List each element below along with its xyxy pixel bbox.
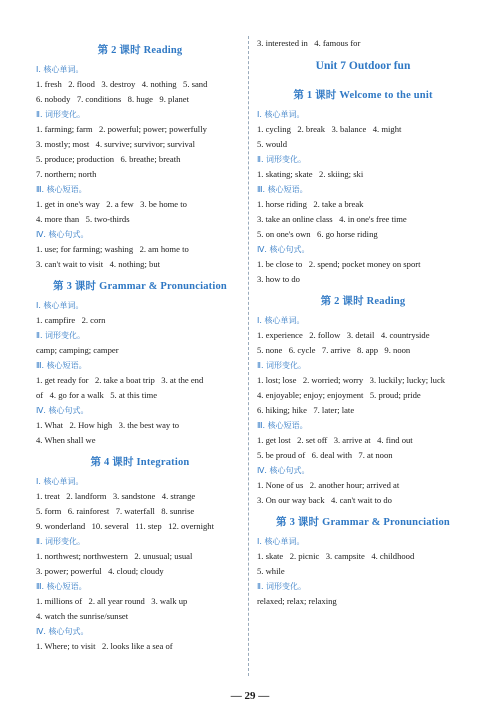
- answer-line: of 4. go for a walk 5. at this time: [36, 390, 158, 401]
- section-label-row: [257, 534, 469, 549]
- section-label: Ⅳ. 核心句式。: [36, 406, 89, 415]
- answer-line-row: [36, 609, 244, 624]
- answer-line-row: [36, 433, 244, 448]
- answer-line: 1. treat 2. landform 3. sandstone 4. strange: [36, 491, 196, 502]
- right-column: [257, 36, 469, 609]
- section-label-row: [257, 107, 469, 122]
- answer-line-row: [257, 549, 469, 564]
- lesson-heading-row: [257, 287, 469, 313]
- answer-line-row: [36, 313, 244, 328]
- answer-line-row: [257, 564, 469, 579]
- answer-line: 4. more than 5. two-thirds: [36, 214, 130, 225]
- section-label: Ⅲ. 核心短语。: [36, 582, 87, 591]
- answer-line: relaxed; relax; relaxing: [257, 596, 337, 607]
- answer-line-row: [36, 343, 244, 358]
- left-column: [36, 36, 244, 654]
- section-label: Ⅲ. 核心短语。: [36, 361, 87, 370]
- answer-line-row: [36, 388, 244, 403]
- answer-line-row: [257, 197, 469, 212]
- section-label: Ⅲ. 核心短语。: [257, 185, 308, 194]
- answer-line: 3. power; powerful 4. cloud; cloudy: [36, 566, 164, 577]
- column-divider: [248, 36, 249, 676]
- answer-line-row: [257, 257, 469, 272]
- section-label: Ⅰ. 核心单词。: [257, 316, 305, 325]
- answer-line: 5. form 6. rainforest 7. waterfall 8. sunrise: [36, 506, 195, 517]
- answer-line: 1. experience 2. follow 3. detail 4. countryside: [257, 330, 430, 341]
- section-label-row: [36, 328, 244, 343]
- section-label-row: [257, 182, 469, 197]
- answer-line: 9. wonderland 10. several 11. step 12. overnight: [36, 521, 214, 532]
- answer-line-row: [36, 152, 244, 167]
- answer-line: 6. hiking; hike 7. later; late: [257, 405, 355, 416]
- section-label-row: [36, 62, 244, 77]
- answer-line-row: [257, 167, 469, 182]
- section-label: Ⅱ. 词形变化。: [36, 537, 86, 546]
- answer-line-row: [257, 478, 469, 493]
- section-label-row: [257, 463, 469, 478]
- section-label-row: [257, 579, 469, 594]
- answer-line-row: [257, 493, 469, 508]
- answer-line: 7. northern; north: [36, 169, 97, 180]
- section-label-row: [36, 182, 244, 197]
- section-label-row: [36, 624, 244, 639]
- answer-line: camp; camping; camper: [36, 345, 119, 356]
- section-label: Ⅱ. 词形变化。: [36, 110, 86, 119]
- answer-line-row: [36, 212, 244, 227]
- answer-line: 1. use; for farming; washing 2. am home to: [36, 244, 189, 255]
- lesson-heading: 第 2 课时 Reading: [97, 44, 183, 56]
- unit-heading-row: [257, 51, 469, 81]
- section-label: Ⅲ. 核心短语。: [36, 185, 87, 194]
- section-label: Ⅰ. 核心单词。: [36, 301, 84, 310]
- section-label-row: [36, 358, 244, 373]
- lesson-heading-row: [36, 272, 244, 298]
- answer-line-row: [257, 328, 469, 343]
- answer-line: 4. When shall we: [36, 435, 96, 446]
- answer-line-row: [36, 519, 244, 534]
- answer-line: 1. skating; skate 2. skiing; ski: [257, 169, 364, 180]
- section-label: Ⅱ. 词形变化。: [257, 361, 307, 370]
- section-label-row: [36, 227, 244, 242]
- section-label: Ⅰ. 核心单词。: [36, 65, 84, 74]
- section-label: Ⅰ. 核心单词。: [257, 110, 305, 119]
- answer-line-row: [36, 167, 244, 182]
- section-label: Ⅳ. 核心句式。: [36, 230, 89, 239]
- answer-line: 5. be proud of 6. deal with 7. at noon: [257, 450, 393, 461]
- section-label-row: [36, 403, 244, 418]
- lesson-heading-row: [36, 36, 244, 62]
- answer-line-row: [257, 227, 469, 242]
- answer-line-row: [257, 343, 469, 358]
- answer-line-row: [36, 197, 244, 212]
- section-label-row: [36, 298, 244, 313]
- lesson-heading: 第 4 课时 Integration: [90, 456, 190, 468]
- answer-line: 1. cycling 2. break 3. balance 4. might: [257, 124, 402, 135]
- section-label: Ⅱ. 词形变化。: [257, 582, 307, 591]
- answer-line: 1. millions of 2. all year round 3. walk up: [36, 596, 188, 607]
- section-label: Ⅱ. 词形变化。: [257, 155, 307, 164]
- answer-line: 1. What 2. How high 3. the best way to: [36, 420, 180, 431]
- answer-line-row: [257, 212, 469, 227]
- answer-line-row: [36, 594, 244, 609]
- answer-line: 5. produce; production 6. breathe; breath: [36, 154, 181, 165]
- answer-line-row: [36, 489, 244, 504]
- lesson-heading-row: [257, 508, 469, 534]
- answer-line: 1. get ready for 2. take a boat trip 3. at the end: [36, 375, 204, 386]
- answer-line: 1. fresh 2. flood 3. destroy 4. nothing 5. sand: [36, 79, 208, 90]
- answer-line: 6. nobody 7. conditions 8. huge 9. planet: [36, 94, 190, 105]
- answer-line: 3. can't wait to visit 4. nothing; but: [36, 259, 161, 270]
- lesson-heading-row: [257, 81, 469, 107]
- answer-line-row: [36, 242, 244, 257]
- answer-line: 3. take an online class 4. in one's free time: [257, 214, 407, 225]
- section-label-row: [257, 242, 469, 257]
- answer-line-row: [36, 418, 244, 433]
- answer-line-row: [36, 504, 244, 519]
- answer-line: 1. horse riding 2. take a break: [257, 199, 364, 210]
- section-label: Ⅳ. 核心句式。: [36, 627, 89, 636]
- answer-line-row: [36, 257, 244, 272]
- unit-heading: Unit 7 Outdoor fun: [315, 60, 411, 72]
- answer-line: 4. enjoyable; enjoy; enjoyment 5. proud; pride: [257, 390, 421, 401]
- section-label: Ⅰ. 核心单词。: [257, 537, 305, 546]
- answer-line: 1. northwest; northwestern 2. unusual; usual: [36, 551, 193, 562]
- section-label-row: [36, 474, 244, 489]
- answer-line-row: [36, 639, 244, 654]
- answer-line: 3. On our way back 4. can't wait to do: [257, 495, 392, 506]
- answer-line: 1. None of us 2. another hour; arrived at: [257, 480, 400, 491]
- answer-line-row: [257, 122, 469, 137]
- section-label-row: [257, 358, 469, 373]
- answer-line-row: [36, 137, 244, 152]
- answer-line: 1. lost; lose 2. worried; worry 3. luckily; lucky; luck: [257, 375, 446, 386]
- answer-line-row: [257, 403, 469, 418]
- answer-line-row: [257, 137, 469, 152]
- answer-line: 1. farming; farm 2. powerful; power; powerfully: [36, 124, 207, 135]
- lesson-heading: 第 3 课时 Grammar & Pronunciation: [53, 280, 227, 292]
- page-number: — 29 —: [230, 690, 270, 702]
- answer-line: 3. mostly; most 4. survive; survivor; survival: [36, 139, 195, 150]
- answer-line-row: [36, 77, 244, 92]
- answer-line: 5. while: [257, 566, 285, 577]
- answer-line: 1. campfire 2. corn: [36, 315, 106, 326]
- answer-line-row: [257, 36, 469, 51]
- section-label: Ⅱ. 词形变化。: [36, 331, 86, 340]
- answer-line-row: [257, 433, 469, 448]
- section-label: Ⅳ. 核心句式。: [257, 466, 310, 475]
- answer-line: 4. watch the sunrise/sunset: [36, 611, 129, 622]
- answer-line: 1. Where; to visit 2. looks like a sea of: [36, 641, 173, 652]
- answer-line-row: [36, 564, 244, 579]
- lesson-heading: 第 3 课时 Grammar & Pronunciation: [276, 516, 450, 528]
- answer-line-row: [257, 594, 469, 609]
- answer-line: 5. none 6. cycle 7. arrive 8. app 9. noon: [257, 345, 411, 356]
- answer-line-row: [257, 272, 469, 287]
- section-label-row: [36, 579, 244, 594]
- lesson-heading: 第 2 课时 Reading: [320, 295, 406, 307]
- answer-line: 5. on one's own 6. go horse riding: [257, 229, 378, 240]
- section-label-row: [36, 107, 244, 122]
- answer-line: 1. be close to 2. spend; pocket money on sport: [257, 259, 421, 270]
- section-label: Ⅰ. 核心单词。: [36, 477, 84, 486]
- answer-line: 3. how to do: [257, 274, 300, 285]
- section-label-row: [257, 152, 469, 167]
- lesson-heading: 第 1 课时 Welcome to the unit: [293, 89, 433, 101]
- answer-line: 1. get in one's way 2. a few 3. be home to: [36, 199, 187, 210]
- answer-line: 1. get lost 2. set off 3. arrive at 4. find out: [257, 435, 413, 446]
- answer-line: 3. interested in 4. famous for: [257, 38, 361, 49]
- section-label: Ⅲ. 核心短语。: [257, 421, 308, 430]
- answer-line-row: [257, 448, 469, 463]
- section-label: Ⅳ. 核心句式。: [257, 245, 310, 254]
- answer-line-row: [36, 373, 244, 388]
- answer-line-row: [257, 388, 469, 403]
- answer-line: 1. skate 2. picnic 3. campsite 4. childhood: [257, 551, 415, 562]
- answer-line-row: [36, 122, 244, 137]
- section-label-row: [257, 418, 469, 433]
- section-label-row: [36, 534, 244, 549]
- answer-line-row: [36, 549, 244, 564]
- lesson-heading-row: [36, 448, 244, 474]
- answer-line-row: [36, 92, 244, 107]
- section-label-row: [257, 313, 469, 328]
- answer-line-row: [257, 373, 469, 388]
- answer-line: 5. would: [257, 139, 288, 150]
